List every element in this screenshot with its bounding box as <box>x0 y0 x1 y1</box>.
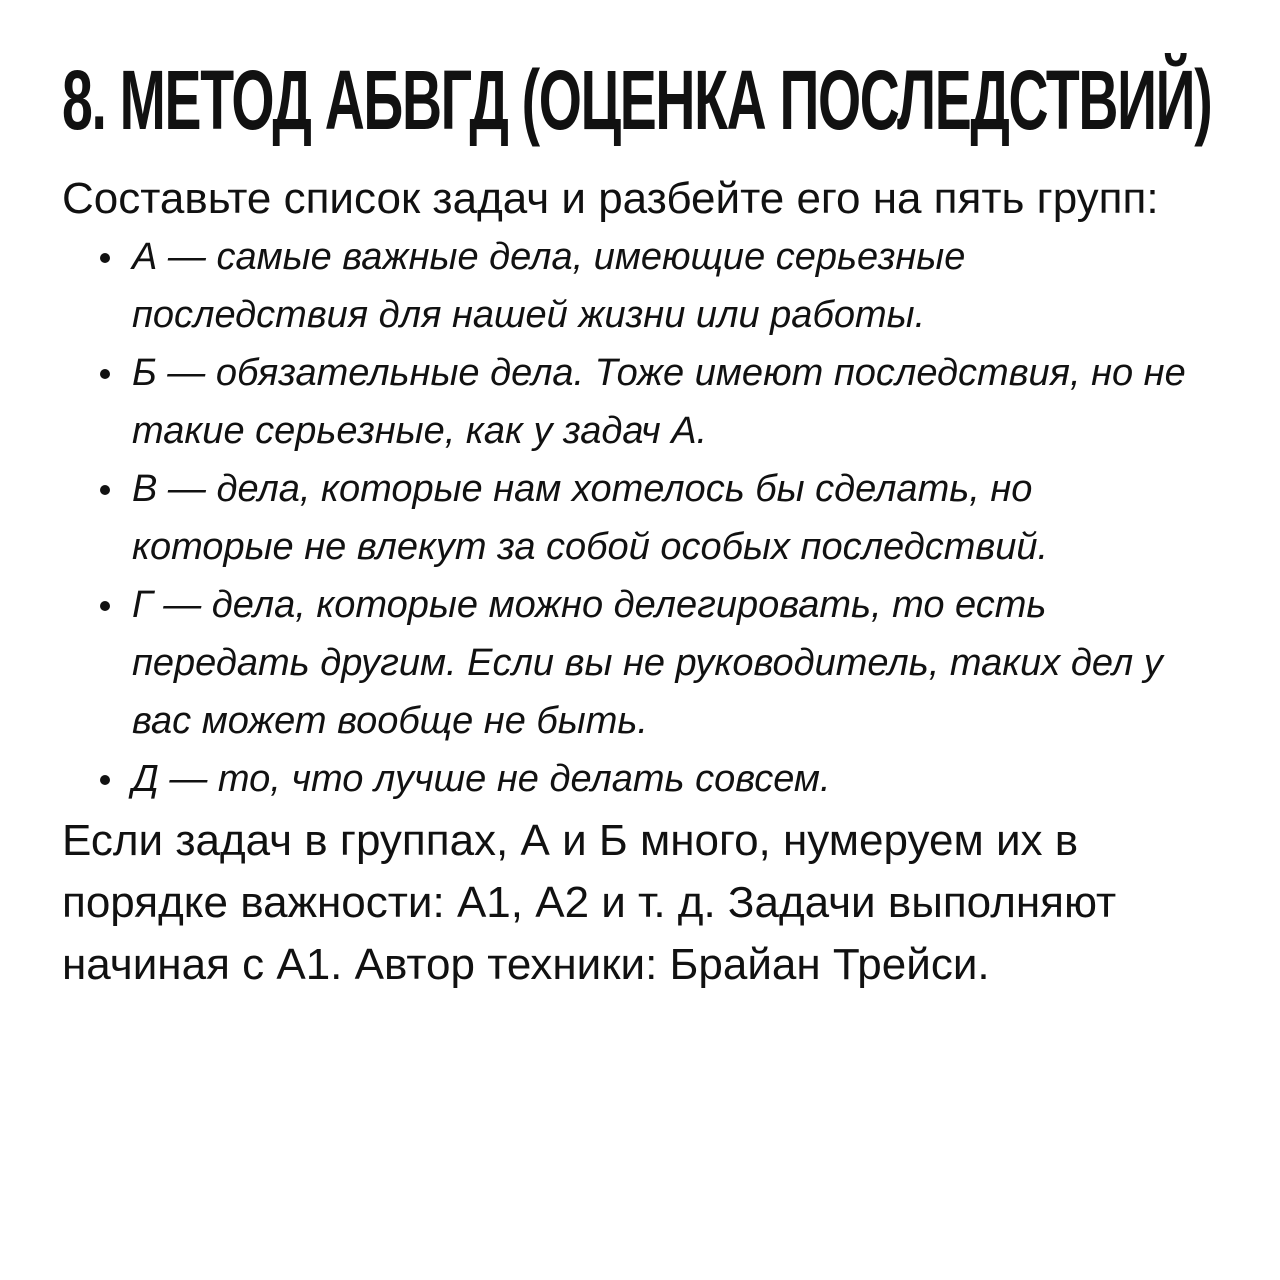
intro-text: Составьте список задач и разбейте его на пять групп: <box>62 174 1159 223</box>
list-item-text: Д — то, что лучше не делать совсем. <box>132 758 831 800</box>
page-title: 8. МЕТОД АБВГД (ОЦЕНКА ПОСЛЕДСТВИЙ) <box>62 53 1212 147</box>
list-item-text: Б — обязательные дела. Тоже имеют последствия, но не такие серьезные, как у задач А. <box>132 352 1186 452</box>
list-item <box>132 344 1240 460</box>
bullet-icon <box>100 253 110 263</box>
list-item <box>132 750 1240 808</box>
bullet-icon <box>100 601 110 611</box>
bullet-icon <box>100 369 110 379</box>
list-item <box>132 576 1240 750</box>
list-item <box>132 228 1240 344</box>
bullet-icon <box>100 775 110 785</box>
list-item <box>132 460 1240 576</box>
closing-text: Если задач в группах, А и Б много, нумеруем их в порядке важности: А1, А2 и т. д. Задачи выполняют начиная с А1. Автор техники: Брайан Трейси. <box>62 816 1117 989</box>
list-item-text: Г — дела, которые можно делегировать, то есть передать другим. Если вы не руководитель, таких дел у вас может вообще не быть. <box>132 584 1163 742</box>
list-item-text: В — дела, которые нам хотелось бы сделать, но которые не влекут за собой особых последствий. <box>132 468 1049 568</box>
group-list <box>62 228 1240 808</box>
list-item-text: А — самые важные дела, имеющие серьезные последствия для нашей жизни или работы. <box>132 236 966 336</box>
bullet-icon <box>100 485 110 495</box>
